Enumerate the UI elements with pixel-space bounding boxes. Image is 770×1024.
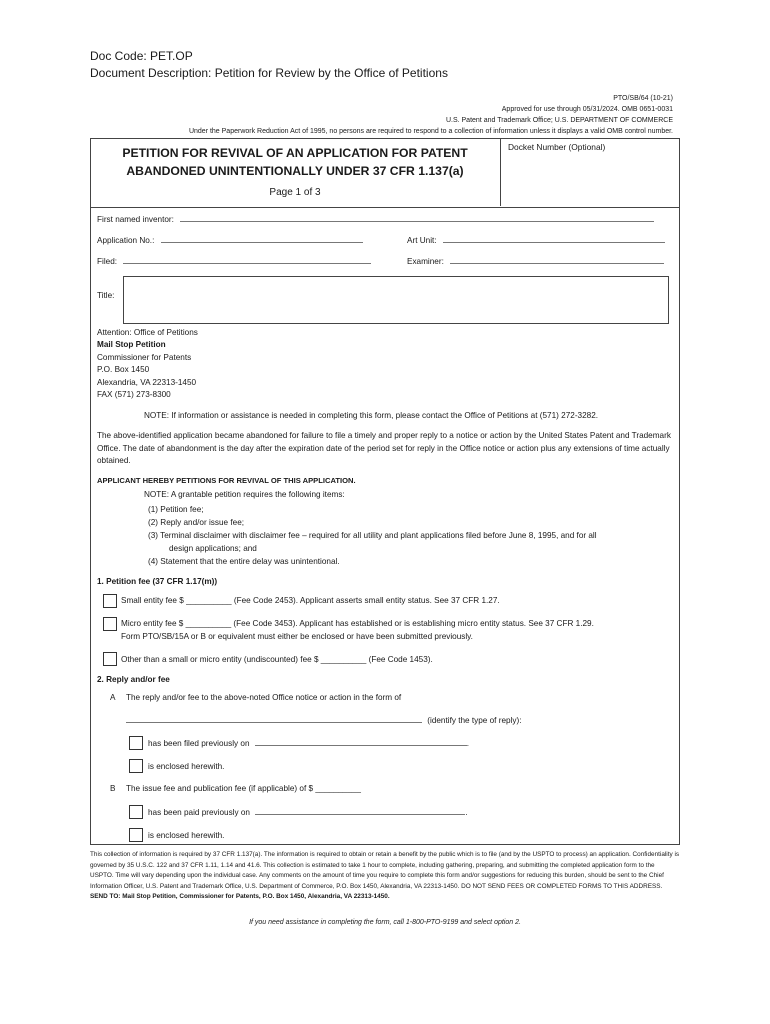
fee-enclosed-text: is enclosed herewith.	[148, 831, 225, 840]
mail-stop-line: Mail Stop Petition	[97, 340, 166, 349]
section-2-heading: 2. Reply and/or fee	[97, 675, 170, 684]
micro-entity-checkbox[interactable]	[103, 617, 117, 631]
art-unit-field[interactable]	[443, 242, 665, 243]
first-inventor-label: First named inventor:	[97, 215, 174, 224]
micro-entity-text: Micro entity fee $ __________ (Fee Code 3453). Applicant has established or is establishing micro entity status. See 37 CFR 1.29.	[121, 619, 594, 628]
filed-date-field[interactable]	[123, 263, 371, 264]
small-entity-checkbox[interactable]	[103, 594, 117, 608]
title-field[interactable]	[123, 276, 669, 324]
title-label: Title:	[97, 291, 115, 300]
commissioner-line: Commissioner for Patents	[97, 353, 192, 362]
page-number: Page 1 of 3	[269, 187, 321, 198]
burden-statement	[90, 850, 680, 903]
item-2: (2) Reply and/or issue fee;	[148, 518, 245, 527]
agency-text: U.S. Patent and Trademark Office; U.S. DEPARTMENT OF COMMERCE	[445, 117, 673, 124]
doc-code: Doc Code: PET.OP	[90, 49, 193, 63]
docket-number-field[interactable]	[505, 156, 673, 202]
item-1: (1) Petition fee;	[148, 505, 204, 514]
contact-note: NOTE: If information or assistance is needed in completing this form, please contact the Office of Petitions at (571) 272-3282.	[144, 411, 599, 420]
reply-type-field[interactable]	[126, 722, 422, 723]
docket-label: Docket Number (Optional)	[508, 142, 606, 152]
identify-reply-label: (identify the type of reply):	[427, 716, 522, 725]
fee-paid-checkbox[interactable]	[129, 805, 143, 819]
city-line: Alexandria, VA 22313-1450	[97, 378, 197, 387]
filed-previously-date[interactable]	[255, 745, 467, 746]
application-no-label: Application No.:	[97, 236, 155, 245]
fee-enclosed-checkbox[interactable]	[129, 828, 143, 842]
application-no-field[interactable]	[161, 242, 363, 243]
examiner-label: Examiner:	[407, 257, 444, 266]
approval-text: Approved for use through 05/31/2024. OMB 0651-0031	[501, 106, 673, 113]
part-a-label: A	[110, 693, 116, 702]
section-1-heading: 1. Petition fee (37 CFR 1.17(m))	[97, 577, 218, 586]
reply-filed-checkbox[interactable]	[129, 736, 143, 750]
item-3: (3) Terminal disclaimer with disclaimer fee – required for all utility and plant applications filed before June 8, 1995, and for all	[148, 531, 597, 540]
filed-previously-label: has been filed previously on	[148, 739, 250, 748]
undiscounted-text: Other than a small or micro entity (undiscounted) fee $ __________ (Fee Code 1453).	[121, 655, 433, 664]
send-to-text: SEND TO: Mail Stop Petition, Commissioner for Patents, P.O. Box 1450, Alexandria, VA 22313-1450.	[90, 893, 390, 900]
small-entity-text: Small entity fee $ __________ (Fee Code 2453). Applicant asserts small entity status. See 37 CFR 1.27.	[121, 596, 500, 605]
attention-line: Attention: Office of Petitions	[97, 328, 198, 337]
paid-previously-label: has been paid previously on	[148, 808, 250, 817]
applicant-petitions: APPLICANT HEREBY PETITIONS FOR REVIVAL OF THIS APPLICATION.	[97, 476, 356, 485]
form-title-line1: PETITION FOR REVIVAL OF AN APPLICATION FOR PATENT	[122, 146, 468, 160]
item-4: (4) Statement that the entire delay was unintentional.	[148, 557, 340, 566]
part-b-label: B	[110, 784, 116, 793]
part-b-text: The issue fee and publication fee (if applicable) of $ __________	[126, 784, 361, 793]
form-id: PTO/SB/64 (10-21)	[613, 95, 673, 102]
undiscounted-checkbox[interactable]	[103, 652, 117, 666]
paid-previously-date[interactable]	[255, 814, 465, 815]
filed-label: Filed:	[97, 257, 118, 266]
reply-type-row	[126, 716, 521, 725]
first-inventor-field[interactable]	[180, 221, 654, 222]
fee-paid-row: has been paid previously on .	[148, 808, 468, 817]
paperwork-text: Under the Paperwork Reduction Act of 1995, no persons are required to respond to a collection of information unless it displays a valid OMB control number.	[188, 128, 673, 135]
micro-entity-text-2: Form PTO/SB/15A or B or equivalent must either be enclosed or have been submitted previously.	[121, 632, 473, 641]
filed-row	[97, 257, 371, 266]
art-unit-label: Art Unit:	[407, 236, 437, 245]
examiner-row	[407, 257, 664, 266]
burden-text: This collection of information is required by 37 CFR 1.137(a). The information is required to obtain or retain a benefit by the public which is to file (and by the USPTO to process) an application. Confidentiality is governed by 35 U.S.C. 122 and 37 CFR 1.11, 1.14 and 41.6. This collection is estimated to take 1 hour to complete, including gathering, preparing, and submitting the completed application form to the USPTO. Time will vary depending upon the individual case. Any comments on the amount of time you require to complete this form and/or suggestions for reducing this burden, should be sent to the Chief Information Officer, U.S. Patent and Trademark Office, U.S. Department of Commerce, P.O. Box 1450, Alexandria, VA 22313-1450. DO NOT SEND FEES OR COMPLETED FORMS TO THIS ADDRESS.	[90, 851, 680, 890]
title-divider	[500, 138, 501, 206]
application-no-row	[97, 236, 363, 245]
doc-description: Document Description: Petition for Review by the Office of Petitions	[90, 66, 448, 80]
first-inventor-row	[97, 215, 654, 224]
po-box-line: P.O. Box 1450	[97, 365, 150, 374]
reply-filed-row: has been filed previously on .	[148, 739, 470, 748]
form-title-line2: ABANDONED UNINTENTIONALLY UNDER 37 CFR 1.137(a)	[126, 164, 464, 178]
reply-enclosed-text: is enclosed herewith.	[148, 762, 225, 771]
grantable-note: NOTE: A grantable petition requires the following items:	[144, 490, 345, 499]
assistance-note: If you need assistance in completing the form, call 1-800-PTO-9199 and select option 2.	[249, 919, 521, 926]
fax-line: FAX (571) 273-8300	[97, 390, 171, 399]
art-unit-row	[407, 236, 665, 245]
part-a-text: The reply and/or fee to the above-noted Office notice or action in the form of	[126, 693, 402, 702]
abandoned-paragraph: The above-identified application became abandoned for failure to file a timely and proper reply to a notice or action by the United States Patent and Trademark Office. The date of abandonment is the day after the expiration date of the period set for reply in the Office notice or action plus any extensions of time actually obtained.	[97, 431, 671, 465]
item-3-cont: design applications; and	[169, 544, 257, 553]
reply-enclosed-checkbox[interactable]	[129, 759, 143, 773]
examiner-field[interactable]	[450, 263, 664, 264]
